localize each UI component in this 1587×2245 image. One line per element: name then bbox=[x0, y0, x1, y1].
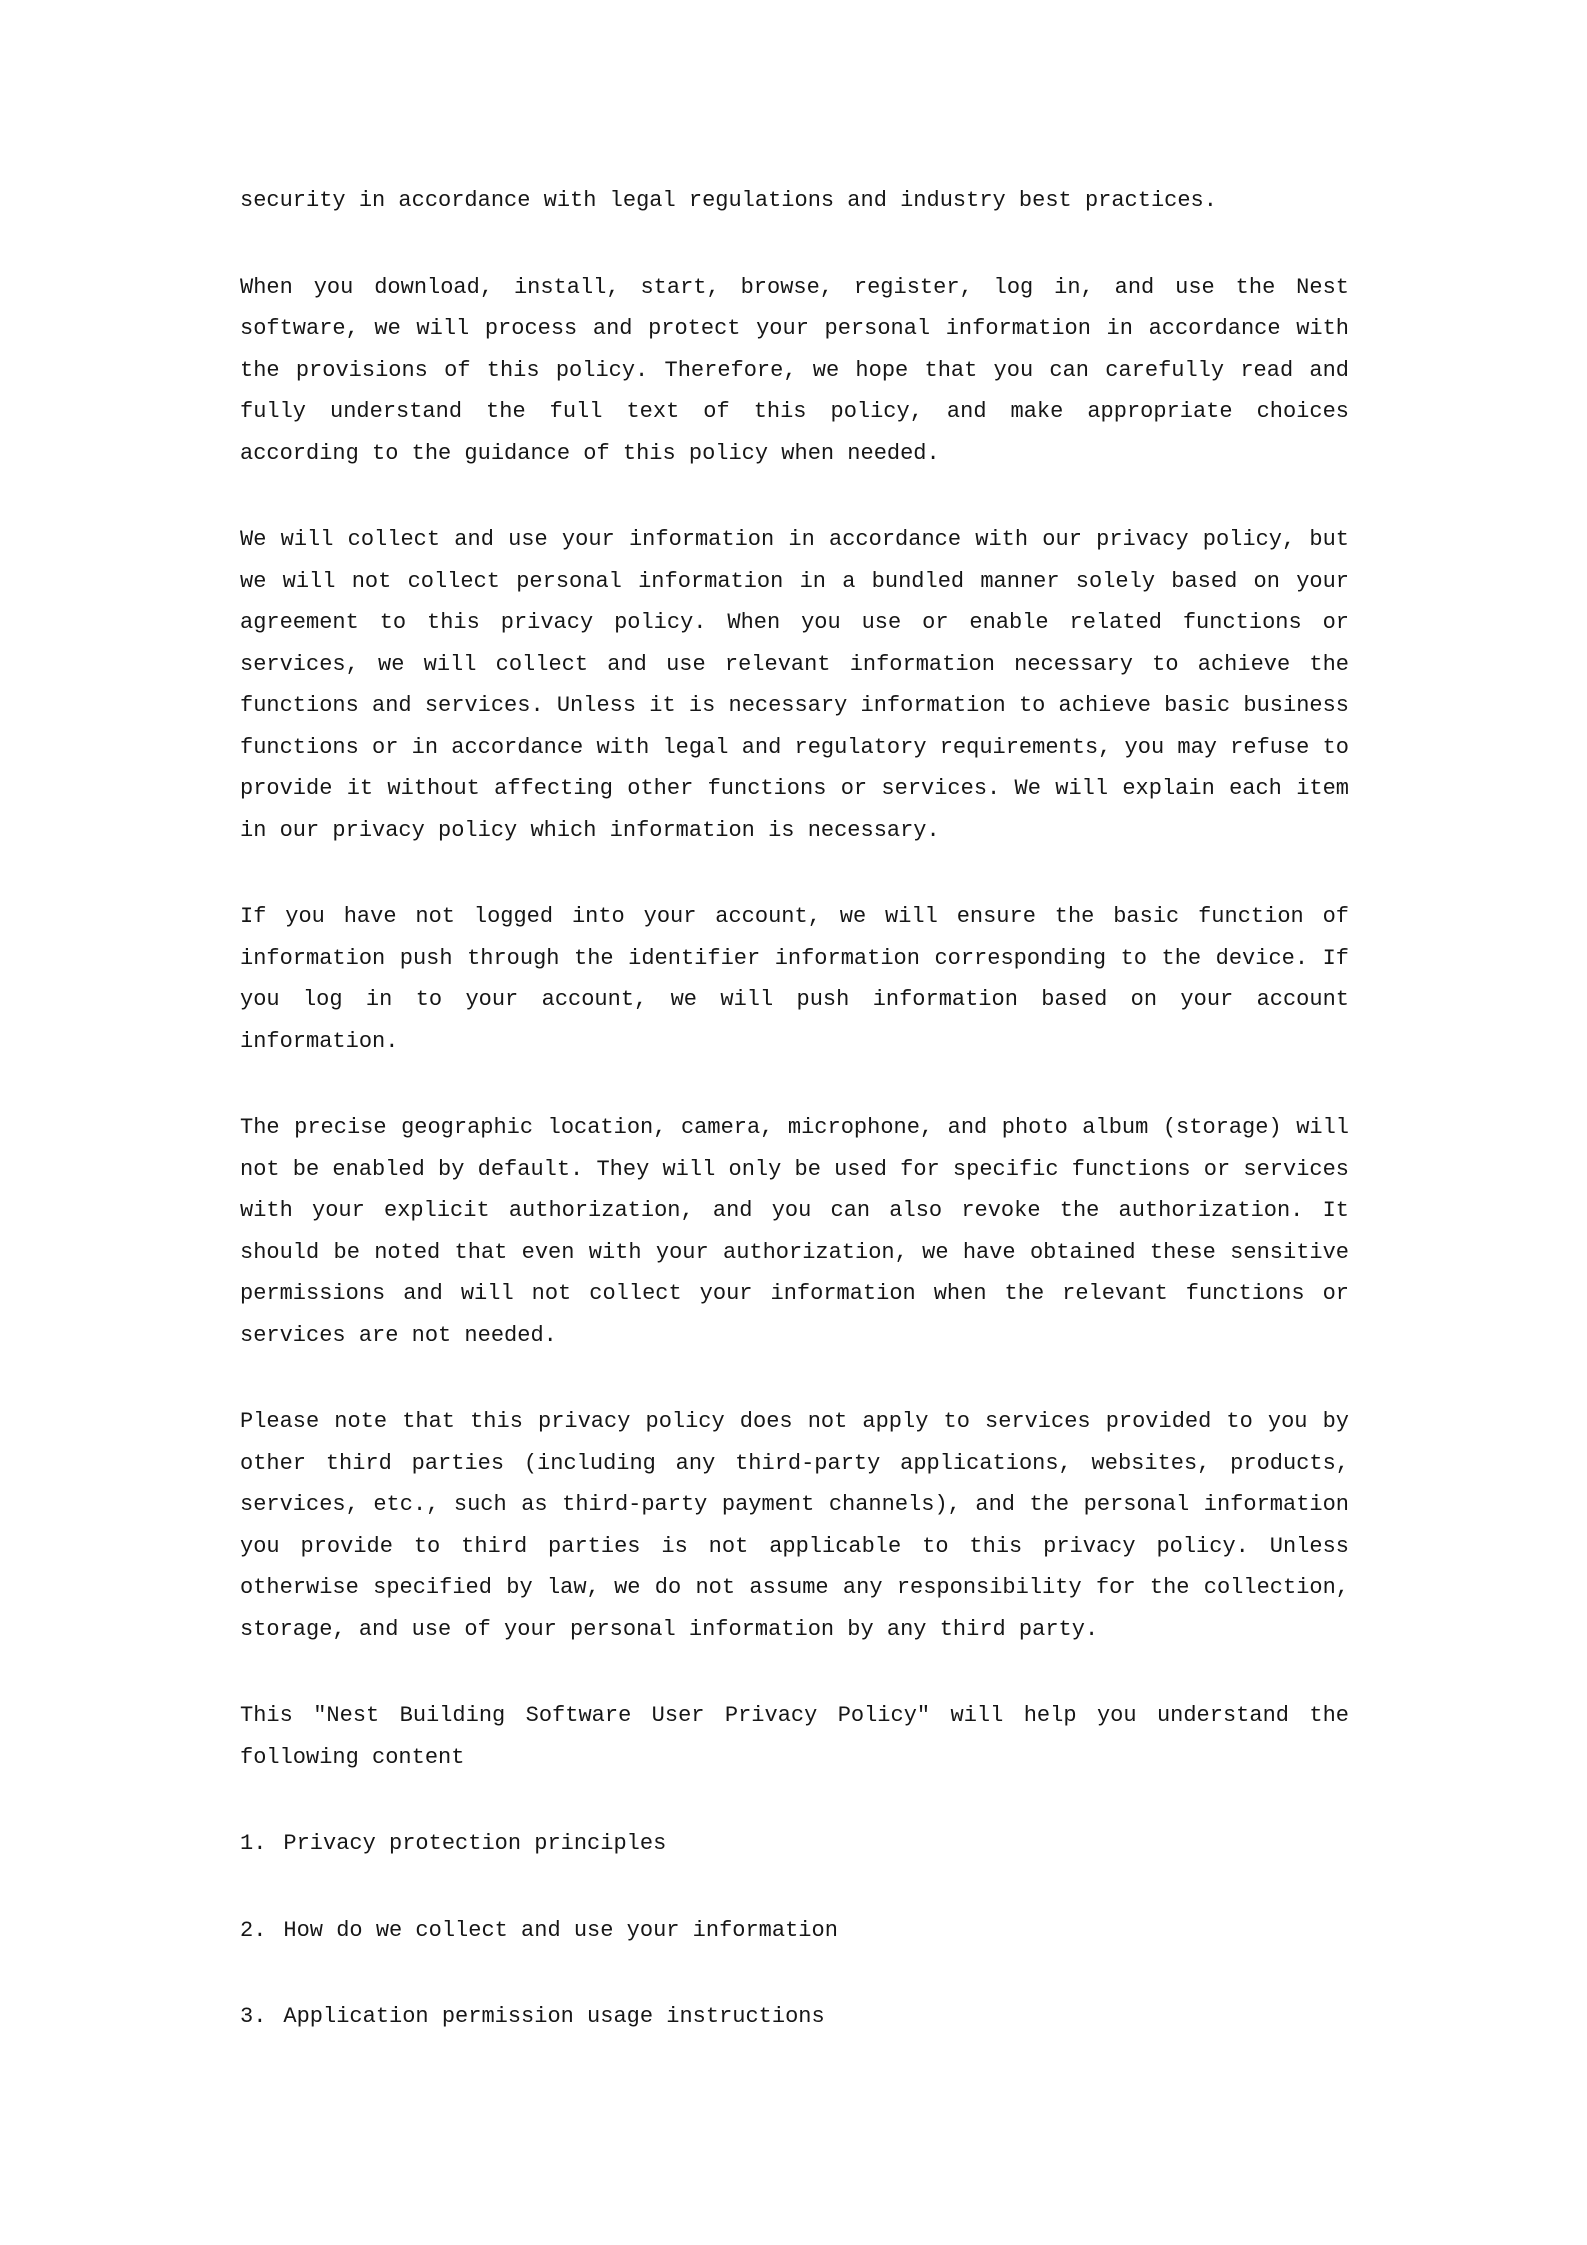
toc-item-label: How do we collect and use your information bbox=[283, 1917, 838, 1943]
paragraph-download-install: When you download, install, start, browse, register, log in, and use the Nest software, we will process and protect your personal information in accordance with the provisions of this policy. Therefore, we hope that you can carefully read and fully understand the full text of this policy, and make appropriate choices according to the guidance of this policy when needed. bbox=[240, 274, 1349, 466]
document-text-block bbox=[240, 180, 1349, 2038]
toc-item-number: 3. bbox=[240, 2004, 267, 2029]
toc-item-privacy-principles bbox=[240, 1823, 1349, 1865]
paragraph-third-party-disclaimer: Please note that this privacy policy does not apply to services provided to you by other third parties (including any third-party applications, websites, products, services, etc., such as third-party payment channels), and the personal information you provide to third parties is not applicable to this privacy policy. Unless otherwise specified by law, we do not assume any responsibility for the collection, storage, and use of your personal information by any third party. bbox=[240, 1409, 1349, 1642]
toc-item-number: 1. bbox=[240, 1831, 267, 1856]
toc-item-label: Privacy protection principles bbox=[283, 1831, 667, 1856]
paragraph-sensitive-permissions: The precise geographic location, camera, microphone, and photo album (storage) will not be enabled by default. They will only be used for specific functions or services with your explicit authorization, and you can also revoke the authorization. It should be noted that even with your authorization, we have obtained these sensitive permissions and will not collect your information when the relevant functions or services are not needed. bbox=[240, 1115, 1349, 1348]
toc-item-label: Application permission usage instructions bbox=[283, 2004, 825, 2029]
paragraph-policy-intro: This ″Nest Building Software User Privacy Policy″ will help you understand the following content bbox=[240, 1703, 1349, 1770]
paragraph-collect-use-policy: We will collect and use your information in accordance with our privacy policy, but we will not collect personal information in a bundled manner solely based on your agreement to this privacy policy. When you use or enable related functions or services, we will collect and use relevant information necessary to achieve the functions and services. Unless it is necessary information to achieve basic business functions or in accordance with legal and regulatory requirements, you may refuse to provide it without affecting other functions or services. We will explain each item in our privacy policy which information is necessary. bbox=[240, 527, 1349, 843]
toc-item-number: 2. bbox=[240, 1917, 267, 1943]
toc-item-permission-usage bbox=[240, 1996, 1349, 2038]
toc-item-collect-use-information bbox=[240, 1910, 1349, 1952]
paragraph-account-login-push: If you have not logged into your account, we will ensure the basic function of information push through the identifier information corresponding to the device. If you log in to your account, we will push information based on your account information. bbox=[240, 904, 1349, 1054]
paragraph-security-fragment: security in accordance with legal regulations and industry best practices. bbox=[240, 188, 1217, 213]
